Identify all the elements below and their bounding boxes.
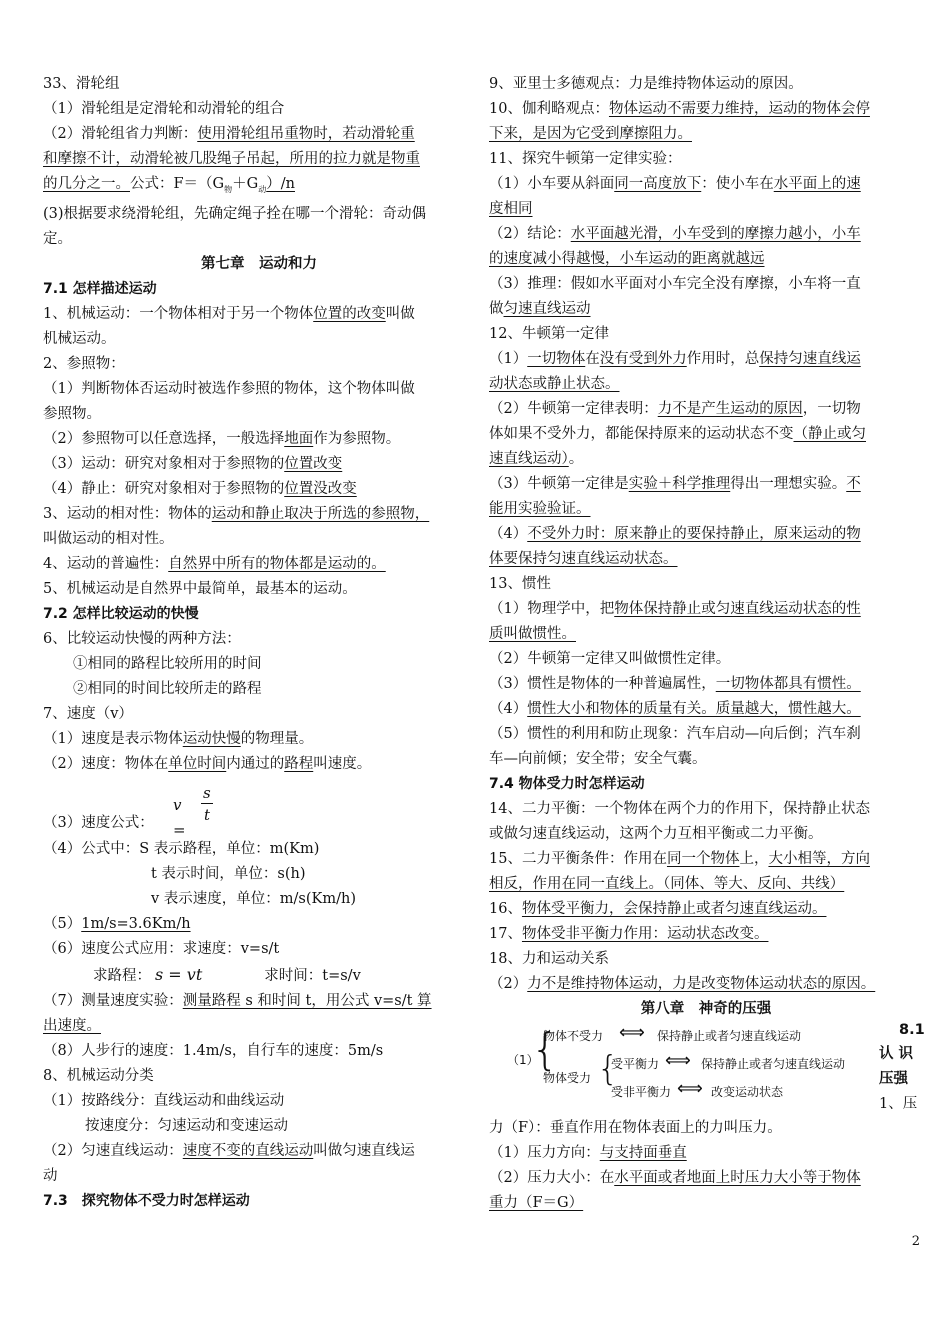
text-line: （3）惯性是物体的一种普遍属性，一切物体都具有惯性。 [489,676,861,692]
text-line: 参照物。 [43,405,101,422]
diagram-node: 物体受力 [543,1071,592,1085]
diagram-node: 受平衡力 [611,1057,660,1071]
text-line: 或做匀速直线运动，这两个力互相平衡或二力平衡。 [489,826,823,842]
text-line: 17、物体受非平衡力作用：运动状态改变。 [489,926,769,942]
text-line: 出速度。 [43,1017,101,1034]
formula-numerator: s [203,783,211,802]
text-line: 力（F）：垂直作用在物体表面上的力叫压力。 [489,1120,782,1136]
text-line: 14、二力平衡：一个物体在两个力的作用下，保持静止状态 [489,801,870,817]
text-line: 下来，是因为它受到摩擦阻力。 [489,126,692,142]
text-line: （5）惯性的利用和防止现象：汽车启动—向后倒；汽车刹 [489,726,861,742]
text-line: 1、机械运动：一个物体相对于另一个物体位置的改变叫做 [43,305,415,322]
text-line: （3）运动：研究对象相对于参照物的位置改变 [43,455,343,472]
text-line: 车—向前倾；安全带；安全气囊。 [489,751,707,767]
text-line: 13、惯性 [489,576,551,592]
text-line: 4、运动的普遍性：自然界中所有的物体都是运动的。 [43,555,386,572]
text-line: （1）按路线分：直线运动和曲线运动 [43,1092,285,1109]
text-line: 重力（F＝G） [489,1195,584,1211]
text-line: 18、力和运动关系 [489,951,609,967]
text-line: 质叫做惯性。 [489,626,576,642]
right-column [489,72,923,1216]
text-line: （1）物理学中，把物体保持静止或匀速直线运动状态的性 [489,601,861,617]
text-line: （2）力不是维持物体运动，力是改变物体运动状态的原因。 [489,976,876,992]
formula-denominator: t [204,805,211,824]
text-line: （2）结论：水平面越光滑，小车受到的摩擦力越小，小车 [489,226,861,242]
text-line: （2）压力大小：在水平面或者地面上时压力大小等于物体 [489,1170,861,1186]
diagram-node: 受非平衡力 [611,1085,672,1099]
text-line: （1）小车要从斜面同一高度放下：使小车在水平面上的速 [489,176,861,192]
text-line: （3）推理：假如水平面对小车完全没有摩擦，小车将一直 [489,276,861,292]
text-line: 的速度减小得越慢，小车运动的距离就越远 [489,251,765,267]
text-line: （1）滑轮组是定滑轮和动滑轮的组合 [43,101,285,117]
text-line: 相反，作用在同一直线上。（同体、等大、反向、共线） [489,876,845,892]
text-line: （1）压力方向：与支持面垂直 [489,1145,687,1161]
section-heading: 7.4 物体受力时怎样运动 [489,776,645,792]
text-line: （2）匀速直线运动：速度不变的直线运动叫做匀速直线运 [43,1142,415,1159]
text-line: 做匀速直线运动 [489,301,591,317]
text-line: （2）滑轮组省力判断：使用滑轮组吊重物时，若动滑轮重 [43,126,415,142]
text-line: 机械运动。 [43,330,116,347]
double-arrow-icon: ⟺ [677,1078,703,1099]
text-line: （2）参照物可以任意选择，一般选择地面作为参照物。 [43,430,401,447]
chapter-title: 第八章 神奇的压强 [640,1001,772,1017]
text-line: 6、比较运动快慢的两种方法： [43,630,241,647]
brace-icon: { [597,1049,619,1089]
text-line: （7）测量速度实验：测量路程 s 和时间 t，用公式 v=s/t 算 [43,992,432,1009]
diagram-node: 保持静止或者匀速直线运动 [701,1057,846,1071]
text-line: v 表示速度，单位：m/s(Km/h) [151,890,356,907]
chapter-title: 第七章 运动和力 [201,255,317,272]
text-line: 按速度分：匀速运动和变速运动 [85,1117,288,1134]
formula-label: （3）速度公式： [43,814,154,831]
text-line: （4）公式中：S 表示路程，单位：m(Km) [43,840,320,857]
text-line: 定。 [43,230,72,247]
section-title-part: 压强 [879,1071,908,1087]
text-line: （4）惯性大小和物体的质量有关。质量越大，惯性越大。 [489,701,861,717]
text-line: 动状态或静止状态。 [489,376,620,392]
text-line: 2、参照物： [43,355,125,372]
text-line: （2）速度：物体在单位时间内通过的路程叫速度。 [43,755,372,772]
text-line: 动 [43,1167,58,1184]
text-line: 11、探究牛顿第一定律实验： [489,151,682,167]
text-line: ①相同的路程比较所用的时间 [73,655,262,672]
diagram-node: 改变运动状态 [711,1085,784,1099]
brace-icon: { [531,1024,559,1075]
text-line: (3)根据要求绕滑轮组，先确定绳子拴在哪一个滑轮：奇动偶 [43,205,427,222]
text-line: t 表示时间，单位：s(h) [151,865,306,882]
text-line: （6）速度公式应用：求速度：v=s/t [43,940,280,957]
text-line: 能用实验验证。 [489,501,591,517]
left-column [43,72,475,1214]
text-line: 速直线运动）。 [489,451,584,467]
text-line: 9、亚里士多德观点：力是维持物体运动的原因。 [489,76,803,92]
text-line: 15、二力平衡条件：作用在同一个物体上，大小相等，方向 [489,851,870,867]
diagram-label: （1） [507,1053,539,1067]
text-line: （1）判断物体否运动时被选作参照的物体，这个物体叫做 [43,380,415,397]
text-line: 3、运动的相对性：物体的运动和静止取决于所选的参照物， [43,505,430,522]
text-line: 体如果不受外力，都能保持原来的运动状态不变（静止或匀 [489,426,866,442]
text-line: （2）牛顿第一定律又叫做惯性定律。 [489,651,731,667]
force-motion-diagram [489,1022,925,1112]
section-number: 8.1 [899,1022,925,1038]
text-line: （8）人步行的速度：1.4m/s，自行车的速度：5m/s [43,1042,384,1059]
formula-lhs: v = [173,795,186,839]
text-line: 10、伽利略观点：物体运动不需要力维持，运动的物体会停 [489,101,870,117]
speed-formula [43,777,475,839]
text-line: 的几分之一。公式：$F=(G_物+G_动)/n$ [43,176,295,194]
text-line: 8、机械运动分类 [43,1067,154,1084]
page-number: 2 [911,1234,920,1249]
text-line: （1）速度是表示物体运动快慢的物理量。 [43,730,314,747]
text-line: ②相同的时间比较所走的路程 [73,680,262,697]
section-title-part: 认 识 [879,1046,914,1062]
double-arrow-icon: ⟺ [665,1050,691,1071]
text-line: 33、滑轮组 [43,76,120,92]
text-line: （4）静止：研究对象相对于参照物的位置没改变 [43,480,357,497]
text-line: 求路程： s = vt 求时间：t=s/v [93,964,361,984]
text-line: （2）牛顿第一定律表明：力不是产生运动的原因，一切物 [489,401,861,417]
diagram-node: 保持静止或者匀速直线运动 [657,1029,802,1043]
text-line: （3）牛顿第一定律是实验＋科学推理得出一理想实验。不 [489,476,861,492]
text-line: （1）一切物体在没有受到外力作用时，总保持匀速直线运 [489,351,861,367]
text-line: 体要保持匀速直线运动状态。 [489,551,678,567]
section-heading: 7.2 怎样比较运动的快慢 [43,605,199,622]
diagram-node: 物体不受力 [543,1029,604,1043]
text-line: 7、速度（v） [43,705,133,722]
text-line: （5）1m/s=3.6Km/h [43,915,191,932]
text-line: 5、机械运动是自然界中最简单，最基本的运动。 [43,580,357,597]
text-line: 16、物体受平衡力，会保持静止或者匀速直线运动。 [489,901,827,917]
text-fragment: 1、压 [879,1096,918,1112]
text-line: 度相同 [489,201,533,217]
section-heading: 7.1 怎样描述运动 [43,280,157,297]
double-arrow-icon: ⟺ [619,1022,645,1043]
text-line: 12、牛顿第一定律 [489,326,609,342]
text-line: 和摩擦不计，动滑轮被几股绳子吊起，所用的拉力就是物重 [43,151,420,167]
text-line: 叫做运动的相对性。 [43,530,174,547]
text-line: （4）不受外力时：原来静止的要保持静止，原来运动的物 [489,526,861,542]
section-heading: 7.3 探究物体不受力时怎样运动 [43,1192,250,1209]
